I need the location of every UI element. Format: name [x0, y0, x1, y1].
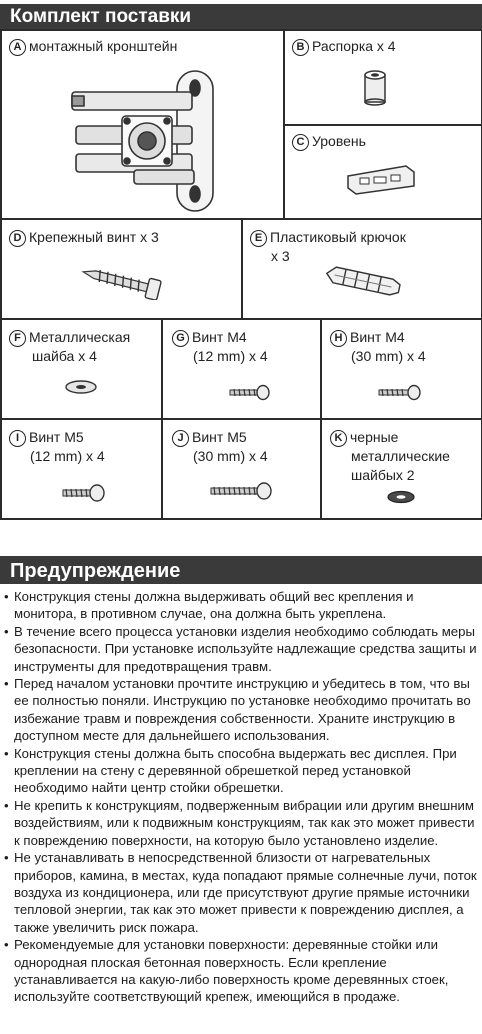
warning-item: • Рекомендуемые для установки поверхности: деревянные стойки или однородная плоская бетонная поверхность. Если крепление устанавливается на какую-либо поверхность кроме деревянных стоек, используйте соответствующий крепеж, имеющийся в продаже.	[4, 936, 478, 1006]
letter-badge: K	[330, 430, 347, 447]
screw-m4-12-image	[226, 382, 272, 402]
screw-m5-12-image	[60, 482, 106, 504]
warning-item: • Не устанавливать в непосредственной близости от нагревательных приборов, камина, в местах, куда попадают прямые солнечные лучи, поток воздуха из кондиционера, или где присутствуют другие прямые источники тепловой энергии, так как это может привести к повреждению дисплея, а также увеличить риск пожара.	[4, 849, 478, 936]
kit-item-k-label: K черные металлические шайбых 2	[330, 428, 450, 485]
letter-badge: E	[250, 230, 267, 247]
metal-washer-image	[64, 379, 98, 395]
letter-badge: J	[172, 430, 189, 447]
screw-m5-30-image	[208, 479, 274, 503]
warning-item: • Конструкция стены должна выдерживать общий вес крепления и монитора, в противном случае, она должна быть укреплена.	[4, 588, 478, 623]
letter-badge: D	[9, 230, 26, 247]
letter-badge: C	[292, 134, 309, 151]
black-washer-image	[386, 490, 416, 504]
letter-badge: G	[172, 330, 189, 347]
letter-badge: H	[330, 330, 347, 347]
warning-item: • Конструкция стены должна быть способна выдержать вес дисплея. При креплении на стену с деревянной обрешеткой перед установкой необходимо найти центр стойки обрешетки.	[4, 745, 478, 797]
kit-item-b-label: B Распорка x 4	[292, 37, 396, 56]
letter-badge: B	[292, 39, 309, 56]
kit-item-g-label: G Винт M4 (12 mm) x 4	[172, 328, 268, 366]
letter-badge: F	[9, 330, 26, 347]
warning-item: • Перед началом установки прочтите инструкцию и убедитесь в том, что вы ее полностью поняли. Инструкцию по установке необходимо прочитать во избежание травм и повреждения собственности. Храните инструкцию в доступном месте для дальнейшего использования.	[4, 675, 478, 745]
kit-item-i-label: I Винт M5 (12 mm) x 4	[9, 428, 105, 466]
warning-list	[4, 588, 478, 1006]
kit-item-d-label: D Крепежный винт x 3	[9, 228, 159, 247]
kit-item-f-label: F Металлическая шайба x 4	[9, 328, 130, 366]
kit-item-c-label: C Уровень	[292, 132, 366, 151]
kit-item-a-label: A монтажный кронштейн	[9, 37, 177, 56]
letter-badge: I	[9, 430, 26, 447]
spacer-image	[362, 70, 388, 106]
warning-item: • В течение всего процесса установки изделия необходимо соблюдать меры безопасности. При установке используйте надлежащие средства защиты и инструменты для предотвращения травм.	[4, 623, 478, 675]
plastic-anchor-image	[322, 264, 404, 298]
kit-item-h-label: H Винт M4 (30 mm) x 4	[330, 328, 426, 366]
warning-section-title: Предупреждение	[0, 556, 482, 584]
letter-badge: A	[9, 39, 26, 56]
warning-item: • Не крепить к конструкциям, подверженным вибрации или другим внешним воздействиям, или к подвижным конструкциям, так как это может привести к повреждению поверхности, на которую было установлено изделие.	[4, 797, 478, 849]
level-image	[344, 162, 418, 196]
kit-section-title: Комплект поставки	[0, 4, 482, 29]
fixing-screw-image	[78, 264, 170, 300]
kit-item-j-label: J Винт M5 (30 mm) x 4	[172, 428, 268, 466]
screw-m4-30-image	[376, 382, 422, 402]
mounting-bracket-image	[62, 66, 222, 216]
kit-item-e-label: E Пластиковый крючок x 3	[250, 228, 406, 266]
